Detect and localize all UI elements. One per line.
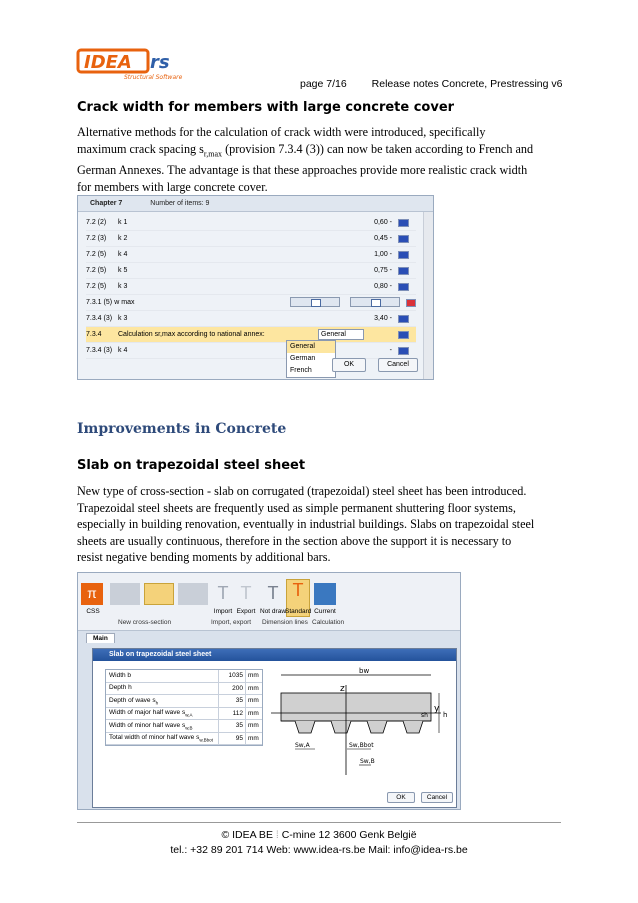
row-parameter: Calculation sr,max according to national annex: [118, 331, 265, 338]
crack-width-paragraph [77, 124, 567, 195]
parameter-name: Total width of minor half wave $s_{w,Bbot}$ [109, 734, 213, 743]
footer-contact: tel.: +32 89 201 714 Web: www.idea-rs.be Mail: info@idea-rs.be [170, 844, 468, 856]
row-value[interactable]: 1,00 - [374, 251, 392, 258]
annex-row[interactable] [86, 343, 416, 359]
row-reference: 7.3.4 [86, 331, 102, 338]
document-title: Release notes Concrete, Prestressing v6 [371, 78, 563, 90]
row-reference: 7.2 (5) [86, 251, 107, 258]
row-value[interactable]: 0,80 - [374, 283, 392, 290]
para-line: German Annexes. The advantage is that these approaches provide more realistic crack width [77, 163, 528, 178]
cancel-button[interactable]: Cancel [421, 792, 453, 803]
para-line: New type of cross-section - slab on corrugated (trapezoidal) steel sheet has been introduced. [77, 484, 527, 498]
parameter-row [106, 733, 262, 746]
row-parameter: k 4 [118, 251, 128, 258]
parameter-unit: mm [248, 722, 259, 730]
annex-row[interactable] [86, 231, 416, 247]
footer-address: © IDEA BE ⁞ C-mine 12 3600 Genk België [221, 829, 417, 841]
subheading-slab: Slab on trapezoidal steel sheet [77, 458, 306, 473]
parameter-row [106, 708, 262, 721]
row-value[interactable] [255, 297, 406, 309]
row-reference: 7.2 (5) [86, 283, 107, 290]
parameter-unit: mm [248, 709, 259, 717]
parameter-value[interactable]: 200 [218, 683, 246, 695]
chapter-title: Chapter 7 [90, 200, 123, 207]
row-value[interactable]: 0,45 - [374, 235, 392, 242]
eu-flag-icon [398, 315, 409, 323]
row-parameter: k 5 [118, 267, 128, 274]
annex-row[interactable] [86, 311, 416, 327]
slab-dialog-title: Slab on trapezoidal steel sheet [93, 649, 456, 661]
eu-flag-icon [398, 251, 409, 259]
tab-main[interactable]: Main [86, 633, 115, 643]
row-parameter: w max [114, 299, 135, 306]
row-parameter: k 2 [118, 235, 128, 242]
standard-dim-icon[interactable]: T [286, 579, 310, 617]
group-calculation: Calculation [312, 619, 345, 626]
national-annex-dialog-screenshot [77, 195, 434, 380]
not-draw-label[interactable]: Not draw [260, 608, 287, 615]
option-french[interactable]: French [290, 367, 312, 374]
css-label: CSS [86, 608, 100, 615]
annex-row[interactable] [86, 263, 416, 279]
row-value[interactable]: 0,60 - [374, 219, 392, 226]
row-value[interactable] [318, 329, 398, 340]
trapezoidal-slab-drawing [271, 665, 453, 787]
group-import-export: Import, export [211, 619, 252, 626]
parameter-row [106, 670, 262, 683]
parameter-value[interactable]: 95 [218, 733, 246, 745]
parameter-name: Depth of wave $s_h$ [109, 696, 159, 705]
eu-flag-icon [398, 331, 409, 339]
current-label[interactable]: Current [314, 608, 336, 615]
eu-flag-icon [398, 267, 409, 275]
calculator-icon[interactable] [314, 583, 336, 605]
row-parameter: k 3 [118, 315, 128, 322]
cancel-button[interactable]: Cancel [378, 358, 418, 372]
para-line: for members with large concrete cover. [77, 179, 268, 194]
item-count: Number of items: 9 [150, 200, 210, 207]
group-new-cross-section: New cross-section [118, 619, 172, 626]
annex-combo[interactable]: General [318, 329, 364, 340]
parameter-value[interactable]: 35 [218, 720, 246, 732]
parameter-table [105, 669, 263, 746]
slab-section-screenshot [77, 572, 461, 810]
parameter-value[interactable]: 112 [218, 708, 246, 720]
para-line: sheets are usually continuous, therefore in the section above the support it is necessary to [77, 533, 512, 548]
svg-text:sh: sh [421, 712, 428, 719]
slab-paragraph [77, 483, 567, 566]
annex-row[interactable] [86, 247, 416, 263]
parameter-unit: mm [248, 672, 259, 680]
row-parameter: k 3 [118, 283, 128, 290]
parameter-value[interactable]: 35 [218, 695, 246, 707]
parameter-row [106, 695, 262, 708]
css-icon[interactable]: π [81, 583, 103, 605]
section-heading-improvements: Improvements in Concrete [77, 421, 287, 437]
ribbon [78, 573, 460, 631]
section-thumb-3[interactable] [178, 583, 208, 605]
option-german[interactable]: German [290, 355, 316, 362]
annex-row[interactable] [86, 327, 416, 343]
para-line: maximum crack spacing $s_{r,max}$ (provision 7.3.4 (3)) can now be taken according to French and [77, 141, 534, 158]
parameter-name: Width b [109, 671, 132, 679]
parameter-row [106, 720, 262, 733]
svg-text:Sw,Bbot: Sw,Bbot [349, 742, 374, 749]
footer-rule [77, 822, 561, 823]
parameter-unit: mm [248, 684, 259, 692]
export-icon[interactable]: T [240, 583, 252, 603]
svg-text:IDEA: IDEA [84, 52, 132, 73]
annex-row[interactable] [86, 215, 416, 231]
option-general[interactable]: General [287, 341, 335, 353]
annex-dropdown-list[interactable] [286, 340, 336, 378]
idea-rs-logo [76, 44, 196, 84]
input-slider[interactable] [290, 297, 340, 307]
parameter-name: Depth h [109, 684, 132, 692]
annex-row[interactable] [86, 279, 416, 295]
row-reference: 7.2 (2) [86, 219, 107, 226]
svg-text:bw: bw [359, 667, 370, 675]
eu-flag-icon [398, 235, 409, 243]
national-flag-icon [406, 299, 416, 307]
svg-text:y: y [434, 704, 440, 714]
ok-button[interactable]: OK [387, 792, 415, 803]
page-number: page 7/16 [300, 78, 347, 90]
import-icon[interactable]: T [217, 583, 229, 603]
section-thumb-2-selected[interactable] [144, 583, 174, 605]
svg-text:z: z [340, 684, 345, 694]
input-slider[interactable] [350, 297, 400, 307]
chapter-header [78, 196, 433, 212]
row-reference: 7.3.4 (3) [86, 347, 113, 354]
group-dimension-lines: Dimension lines [262, 619, 308, 626]
svg-text:Sw,A: Sw,A [295, 742, 310, 749]
parameter-row [106, 683, 262, 696]
para-line: Alternative methods for the calculation of crack width were introduced, specifically [77, 125, 486, 139]
svg-text:h: h [443, 711, 448, 719]
eu-flag-icon [398, 219, 409, 227]
section-thumb-1[interactable] [110, 583, 140, 605]
not-draw-icon[interactable]: T [267, 583, 279, 603]
row-value[interactable]: - [389, 347, 392, 354]
scrollbar[interactable] [423, 212, 433, 380]
page-header [300, 78, 563, 90]
eu-flag-icon [398, 347, 409, 355]
parameter-name: Width of minor half wave $s_{w,B}$ [109, 721, 193, 730]
row-value[interactable]: 3,40 - [374, 315, 392, 322]
row-value[interactable]: 0,75 - [374, 267, 392, 274]
ok-button[interactable]: OK [332, 358, 366, 372]
logo-subtitle: Structural Software [124, 74, 183, 81]
row-reference: 7.3.1 (5) [86, 299, 113, 306]
import-label[interactable]: Import [213, 608, 233, 615]
row-reference: 7.3.4 (3) [86, 315, 113, 322]
parameter-value[interactable]: 1035 [218, 670, 246, 682]
section-heading-crack-width: Crack width for members with large concrete cover [77, 100, 455, 115]
export-label[interactable]: Export [236, 608, 256, 615]
row-parameter: k 4 [118, 347, 128, 354]
eu-flag-icon [398, 283, 409, 291]
svg-text:Sw,B: Sw,B [360, 758, 375, 765]
para-line: Trapezoidal steel sheets are frequently used as simple permanent shuttering floor systems, [77, 500, 516, 515]
parameter-name: Width of major half wave $s_{w,A}$ [109, 709, 193, 718]
row-parameter: k 1 [118, 219, 128, 226]
standard-label[interactable]: Standard [285, 608, 312, 615]
para-line: resist negative bending moments by additional bars. [77, 550, 331, 564]
slab-dialog [92, 648, 457, 808]
parameter-unit: mm [248, 697, 259, 705]
svg-text:rs: rs [150, 52, 170, 73]
row-reference: 7.2 (5) [86, 267, 107, 274]
annex-row[interactable] [86, 295, 416, 311]
row-reference: 7.2 (3) [86, 235, 107, 242]
parameter-unit: mm [248, 734, 259, 742]
para-line: especially in building renovation, eventually in industrial buildings. Slabs on trapezoidal steel [77, 517, 535, 531]
